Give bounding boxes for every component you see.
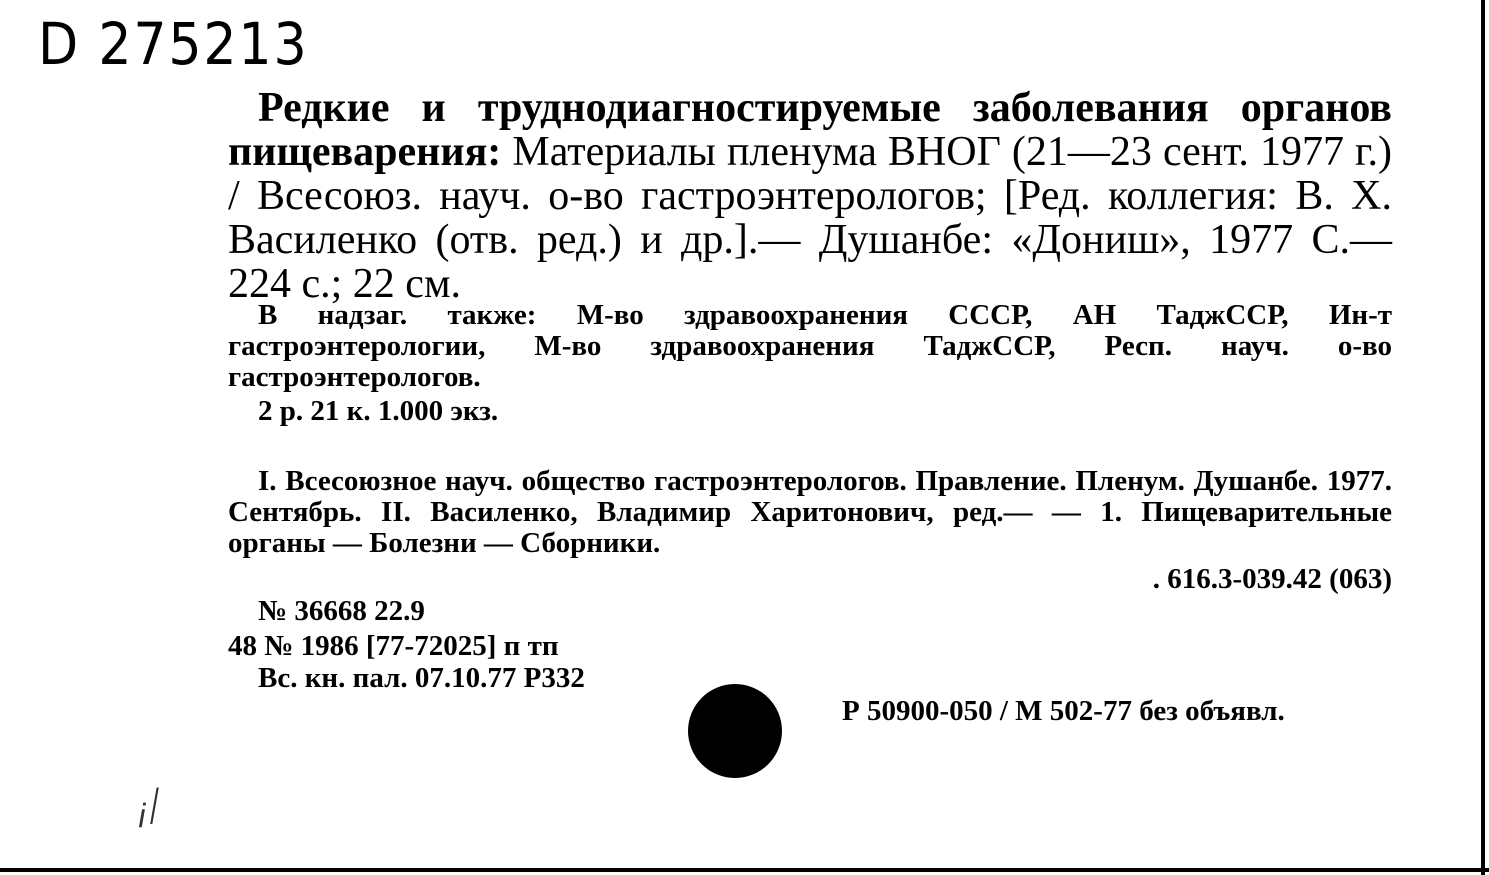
notes-paragraph: В надзаг. также: М-во здравоохранения СССР, АН ТаджССР, Ин-т гастроэнтерологии, М-во здравоохранения ТаджССР, Респ. науч. о-во гастроэнтерологов.: [228, 299, 1392, 393]
book-title: Редкие и труднодиагностируемые заболевания органов пищеварения:: [228, 85, 1392, 175]
card-border-bottom: [0, 868, 1489, 872]
card-number: № 36668 22.9: [258, 595, 425, 627]
card-border-right: [1481, 0, 1485, 875]
price-and-print-run: 2 р. 21 к. 1.000 экз.: [258, 395, 499, 427]
order-number-line: Р 50900-050 / М 502-77 без объявл.: [842, 695, 1285, 727]
tracings-paragraph: I. Всесоюзное науч. общество гастроэнтерологов. Правление. Пленум. Душанбе. 1977. Сентябрь. II. Василенко, Владимир Харитонович, ред.— — 1. Пищеварительные органы — Болезни — Сборники.: [228, 465, 1392, 559]
punch-hole: [688, 684, 782, 778]
book-chamber-line: Вс. кн. пал. 07.10.77 Р332: [258, 662, 585, 694]
pencil-mark: ᵢl: [135, 780, 166, 836]
handwritten-shelf-number: D 275213: [38, 10, 309, 78]
register-number: 48 № 1986 [77-72025] п тп: [228, 630, 559, 662]
udc-classification: . 616.3-039.42 (063): [1152, 563, 1392, 595]
bibliographic-description: Материалы пленума ВНОГ (21—23 сент. 1977 г.) / Всесоюз. науч. о-во гастроэнтерологов; [Ред. коллегия: В. Х. Василенко (отв. ред.) и др.].— Душанбе: «Дониш», 1977 С.— 224 с.; 22 см.: [228, 129, 1392, 307]
main-entry: [228, 86, 1392, 306]
